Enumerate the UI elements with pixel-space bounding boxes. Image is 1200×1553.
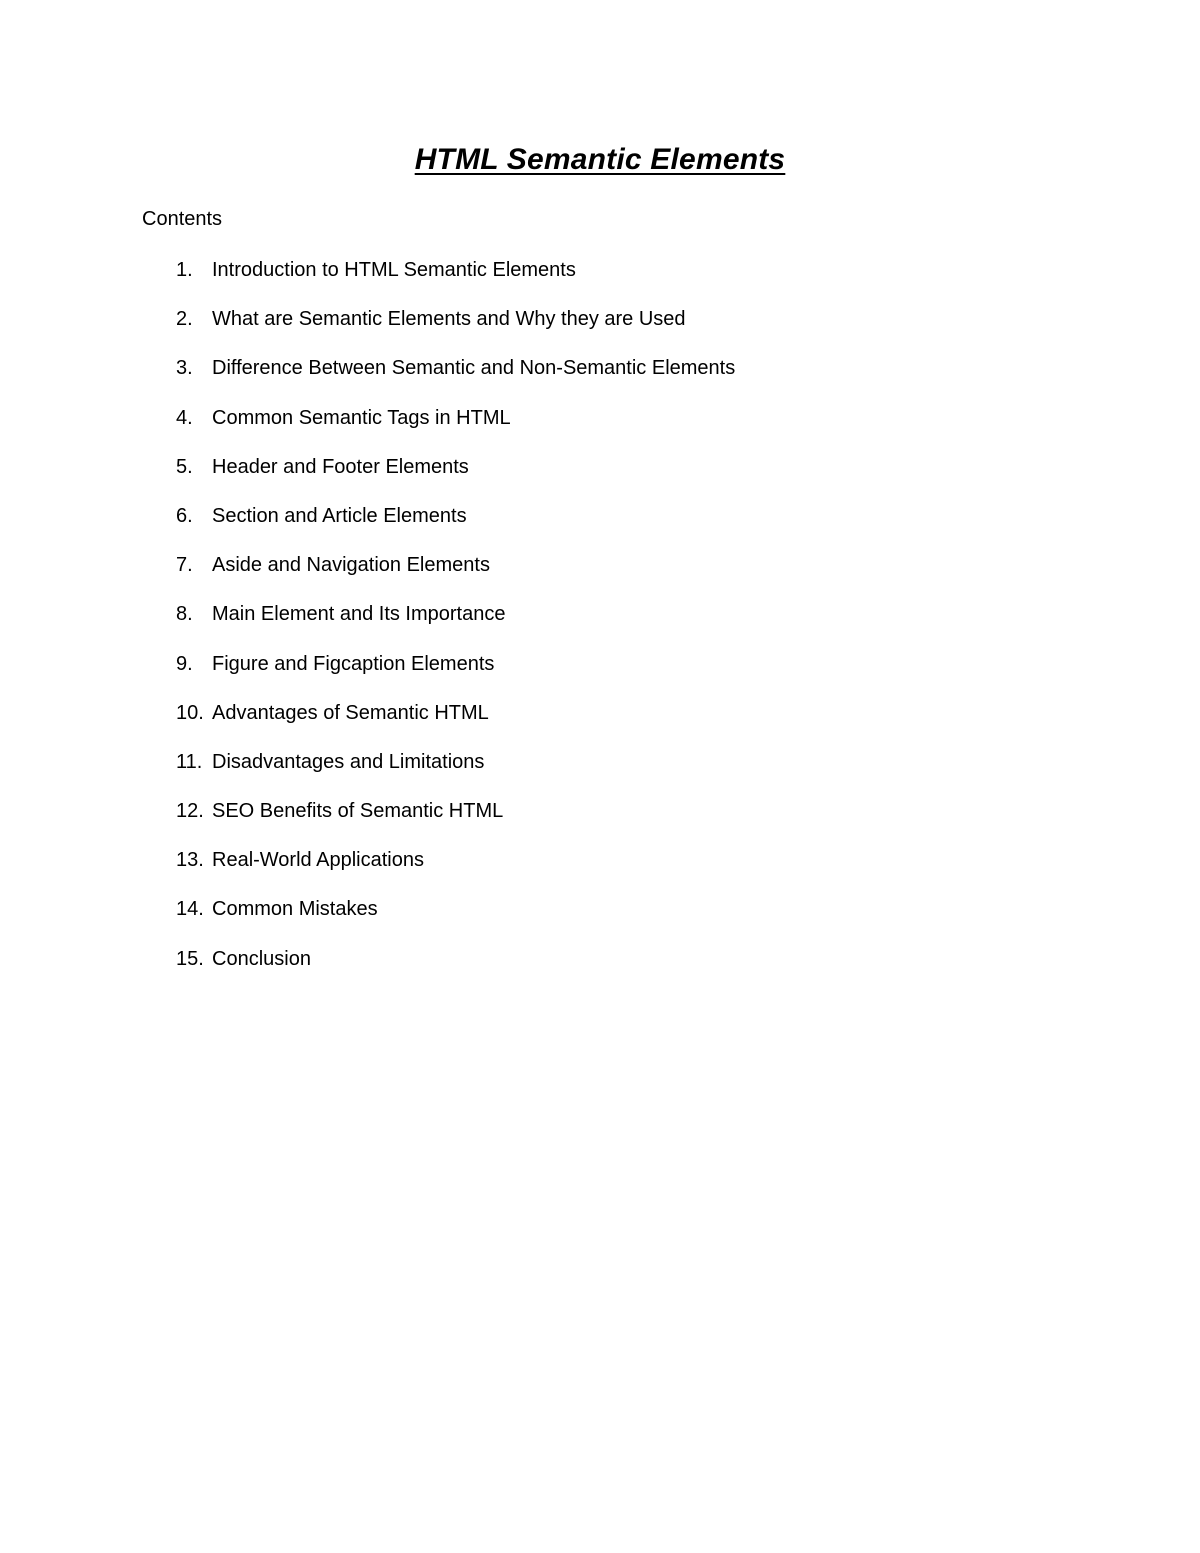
toc-item-text: Header and Footer Elements [212,455,469,478]
toc-item-number: 15. [176,947,204,970]
toc-item-number: 12. [176,800,204,823]
toc-item-number: 11. [176,750,203,773]
toc-item-number: 9. [176,652,193,675]
toc-item-number: 13. [176,849,204,872]
toc-item-text: Common Semantic Tags in HTML [212,406,511,429]
toc-item-text: SEO Benefits of Semantic HTML [212,800,504,823]
toc-item-text: Aside and Navigation Elements [212,554,490,577]
toc-item-number: 14. [176,898,204,921]
toc-item-number: 1. [176,259,193,281]
toc-item-number: 7. [176,554,193,577]
toc-item-text: What are Semantic Elements and Why they are Used [212,308,686,331]
toc-item-text: Main Element and Its Importance [212,603,506,626]
toc-item-number: 8. [176,603,193,626]
toc-item-number: 3. [176,357,193,380]
toc-item-text: Common Mistakes [212,898,378,921]
toc-item-text: Advantages of Semantic HTML [212,701,489,724]
toc-item-number: 4. [176,406,193,429]
toc-item-text: Introduction to HTML Semantic Elements [212,259,576,281]
toc-item-text: Disadvantages and Limitations [212,750,485,773]
toc-item-number: 2. [176,308,193,331]
toc-item-text: Conclusion [212,947,311,970]
toc-item-text: Difference Between Semantic and Non-Semantic Elements [212,357,736,380]
toc-item-text: Section and Article Elements [212,504,467,527]
toc-item-number: 6. [176,504,193,527]
toc-item-number: 5. [176,455,193,478]
toc-item-text: Figure and Figcaption Elements [212,652,495,675]
toc-item-number: 10. [176,701,204,724]
document-title: HTML Semantic Elements [414,143,786,176]
toc-item-text: Real-World Applications [212,849,424,872]
contents-label: Contents [142,208,223,230]
